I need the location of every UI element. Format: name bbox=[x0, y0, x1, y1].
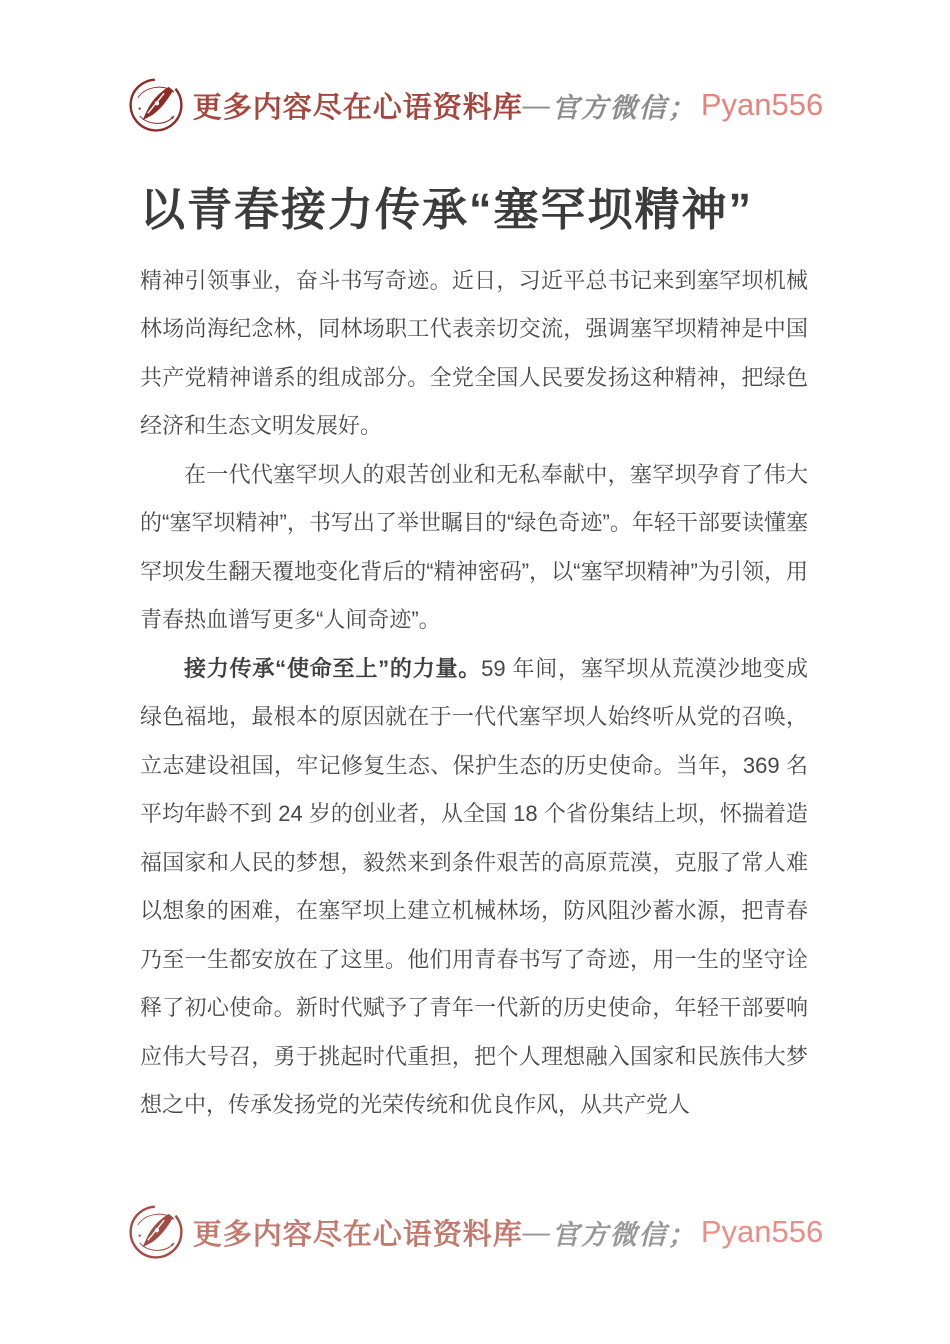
paragraph: 接力传承“使命至上”的力量。59 年间，塞罕坝从荒漠沙地变成绿色福地，最根本的原因就在于一代代塞罕坝人始终听从党的召唤，立志建设祖国，牢记修复生态、保护生态的历史使命。当年，369 名平均年龄不到 24 岁的创业者，从全国 18 个省份集结上坝，怀揣着造福国家和人民的梦想，毅然来到条件艰苦的高原荒漠，克服了常人难以想象的困难，在塞罕坝上建立机械林场，防风阻沙蓄水源，把青春乃至一生都安放在了这里。他们用青春书写了奇迹，用一生的坚守诠释了初心使命。新时代赋予了青年一代新的历史使命，年轻干部要响应伟大号召，勇于挑起时代重担，把个人理想融入国家和民族伟大梦想之中，传承发扬党的光荣传统和优良作风，从共产党人 bbox=[140, 655, 808, 1118]
article-body bbox=[140, 257, 808, 1130]
article-title: 以青春接力传承“塞罕坝精神” bbox=[140, 184, 754, 235]
watermark-channel-value: Pyan556 bbox=[700, 87, 824, 122]
pen-stamp-icon bbox=[127, 76, 185, 134]
watermark-channel-label: 官方微信； bbox=[551, 92, 697, 123]
paragraph-bold-lead: 接力传承“使命至上”的力量。 bbox=[184, 655, 482, 681]
footer-watermark bbox=[0, 1203, 950, 1261]
watermark-channel-value: Pyan556 bbox=[700, 1214, 824, 1249]
watermark-separator: — bbox=[522, 89, 552, 120]
watermark-channel-label: 官方微信； bbox=[551, 1219, 697, 1250]
paragraph: 在一代代塞罕坝人的艰苦创业和无私奉献中，塞罕坝孕育了伟大的“塞罕坝精神”，书写出了举世瞩目的“绿色奇迹”。年轻干部要读懂塞罕坝发生翻天覆地变化背后的“精神密码”，以“塞罕坝精神”为引领，用青春热血谱写更多“人间奇迹”。 bbox=[140, 461, 808, 633]
article bbox=[140, 180, 808, 1130]
paragraph: 精神引领事业，奋斗书写奇迹。近日，习近平总书记来到塞罕坝机械林场尚海纪念林，同林场职工代表亲切交流，强调塞罕坝精神是中国共产党精神谱系的组成部分。全党全国人民要发扬这种精神，把绿色经济和生态文明发展好。 bbox=[140, 267, 808, 439]
watermark-brand-text: 更多内容尽在心语资料库 bbox=[192, 91, 523, 124]
watermark-separator: — bbox=[522, 1216, 552, 1247]
pen-stamp-icon bbox=[127, 1203, 185, 1261]
watermark-brand-text: 更多内容尽在心语资料库 bbox=[192, 1218, 523, 1251]
header-watermark bbox=[0, 76, 950, 134]
